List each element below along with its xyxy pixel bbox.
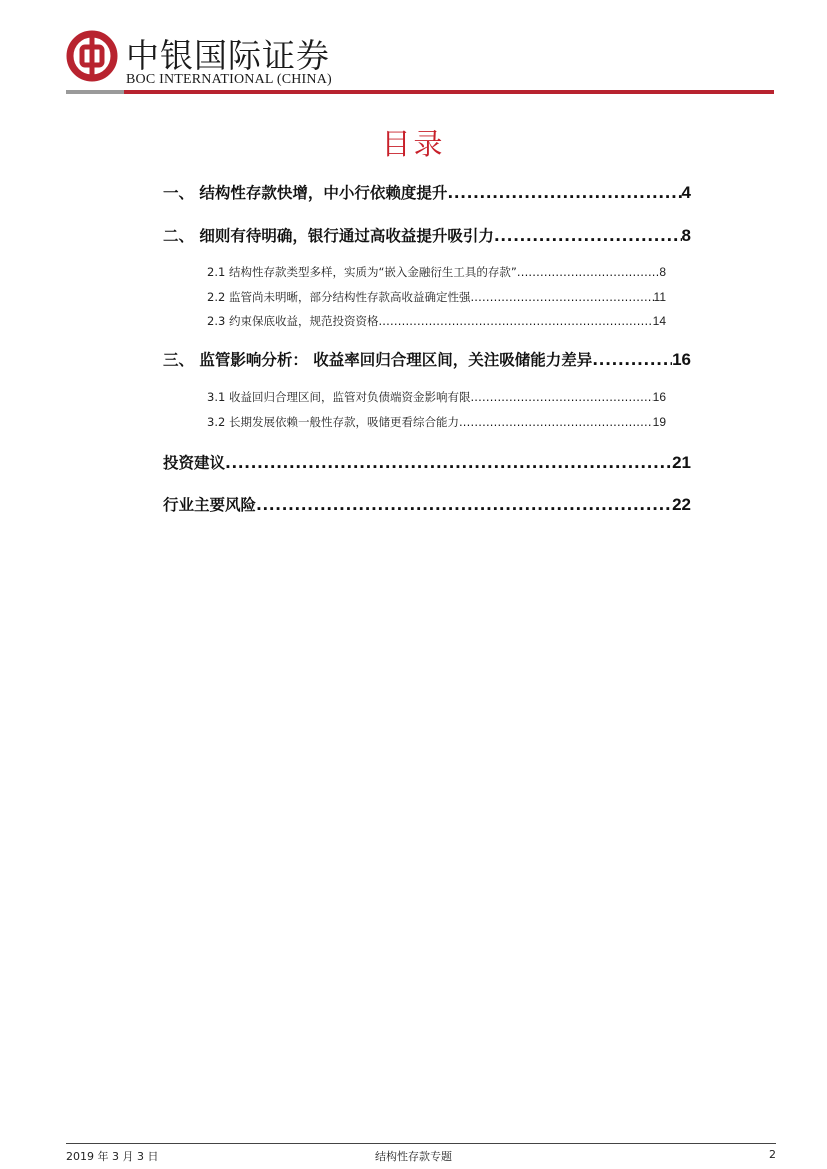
toc-entry-label: 投资建议 [163, 454, 226, 472]
toc-entry-page: 16 [652, 390, 666, 404]
toc-leader-dots [447, 184, 681, 202]
toc-leader-dots [256, 496, 672, 514]
toc-entry-page: 16 [672, 350, 691, 369]
toc-leader-dots [470, 390, 652, 404]
brand-name-chinese: 中银国际证券 [126, 36, 330, 75]
toc-leader-dots [592, 351, 672, 369]
toc-entry-label: 3.2 长期发展依赖一般性存款，吸储更看综合能力 [207, 415, 459, 429]
toc-leader-dots [225, 454, 672, 472]
page-header [66, 28, 776, 98]
toc-entry-label: 2.3 约束保底收益，规范投资资格 [207, 314, 379, 328]
toc-title: 目录 [381, 127, 446, 161]
toc-entry-page: 22 [672, 495, 691, 514]
toc-entry-page: 11 [653, 290, 666, 304]
header-rule-red [124, 90, 774, 94]
header-rule-gray [66, 90, 124, 94]
toc-entry-page: 21 [672, 453, 691, 472]
toc-leader-dots [470, 290, 653, 304]
toc-entry-5[interactable] [163, 493, 691, 515]
toc-entry-1[interactable] [163, 181, 691, 203]
toc-leader-dots [459, 415, 653, 429]
toc-entry-label: 3.1 收益回归合理区间，监管对负债端资金影响有限 [207, 390, 471, 404]
footer-date: 2019 年 3 月 3 日 [66, 1150, 159, 1163]
toc-entry-3-2[interactable] [207, 414, 666, 430]
toc-entry-3[interactable] [163, 348, 691, 370]
toc-entry-page: 8 [681, 226, 691, 245]
footer-rule [66, 1143, 776, 1144]
toc-entry-page: 19 [652, 415, 666, 429]
boc-logo-icon [66, 30, 118, 82]
toc-entry-3-1[interactable] [207, 389, 666, 405]
toc-entry-page: 14 [652, 314, 666, 328]
toc-leader-dots [378, 314, 652, 328]
toc-entry-label: 2.2 监管尚未明晰，部分结构性存款高收益确定性强 [207, 290, 471, 304]
footer-report-title: 结构性存款专题 [375, 1150, 452, 1163]
toc-entry-label: 二、 细则有待明确，银行通过高收益提升吸引力 [163, 227, 494, 245]
footer-page-number: 2 [769, 1148, 776, 1161]
toc-entry-page: 8 [659, 265, 666, 279]
toc-entry-2-3[interactable] [207, 313, 666, 329]
toc-entry-label: 2.1 结构性存款类型多样，实质为“嵌入金融衍生工具的存款” [207, 265, 517, 279]
brand-name-english: BOC INTERNATIONAL (CHINA) [126, 72, 332, 87]
toc-entry-label: 行业主要风险 [163, 496, 257, 514]
toc-entry-2-2[interactable] [207, 289, 666, 305]
toc-entry-4[interactable] [163, 451, 691, 473]
toc-leader-dots [517, 265, 659, 279]
toc-entry-2-1[interactable] [207, 264, 666, 280]
toc-entry-label: 一、 结构性存款快增，中小行依赖度提升 [163, 184, 448, 202]
toc-entry-2[interactable] [163, 224, 691, 246]
toc-leader-dots [494, 227, 682, 245]
toc-entry-label: 三、 监管影响分析： 收益率回归合理区间，关注吸储能力差异 [163, 351, 593, 369]
toc-entry-page: 4 [681, 183, 691, 202]
